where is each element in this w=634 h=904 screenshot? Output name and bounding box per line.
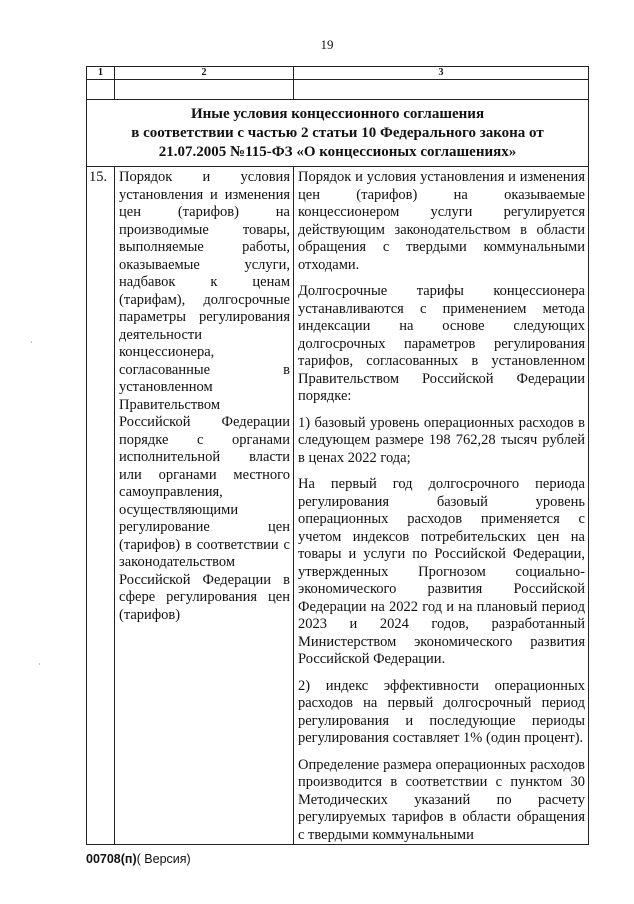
scan-speck: · (30, 338, 33, 347)
condition-paragraph: 2) индекс эффективности операционных расходов на первый долгосрочный период регулирования и последующие периоды регулирования составляет 1% (один процент). (298, 677, 585, 746)
header-col-3: 3 (294, 67, 589, 80)
condition-paragraph: Долгосрочные тарифы концессионера устанавливаются с применением метода индексации на основе следующих долгосрочных параметров регулирования тарифов, согласованных в установленном Правительством Российской Федерации порядке: (298, 283, 585, 404)
empty-cell (87, 80, 115, 100)
section-title-row (87, 100, 589, 167)
section-title (87, 100, 589, 167)
conditions-table (86, 66, 589, 845)
empty-row (87, 80, 589, 100)
version-label: ( Версия) (136, 852, 191, 866)
empty-cell (115, 80, 294, 100)
section-title-line: Иные условия концессионного соглашения (190, 106, 485, 122)
document-version (86, 852, 191, 866)
page-number: 19 (320, 37, 334, 52)
condition-paragraph: Порядок и условия установления и изменения цен (тарифов) на оказываемые концессионером услуги регулируется действующим законодательством в области обращения с твердыми коммунальными отходами. (298, 169, 585, 273)
header-col-2: 2 (115, 67, 294, 80)
document-code: 00708(п) (86, 852, 137, 866)
row-name-text: Порядок и условия установления и изменения цен (тарифов) на производимые товары, выполняемые работы, оказываемые услуги, надбавок к ценам (тарифам), долгосрочные параметры регулирования деятельности концессионера, согласованные в установленном Правительством Российской Федерации порядке с органами исполнительной власти или органами местного самоуправления, осуществляющими регулирование цен (тарифов) в соответствии с законодательством Российской Федерации в сфере регулирования цен (тарифов) (119, 169, 290, 623)
section-title-line: 21.07.2005 №115-ФЗ «О концессионых соглашениях» (158, 144, 517, 160)
condition-paragraph: На первый год долгосрочного периода регулирования базовый уровень операционных расходов применяется с учетом индексов потребительских цен на товары и услуги по Российской Федерации, утвержденных Прогнозом социально-экономического развития Российской Федерации на 2022 год и на плановый период 2023 и 2024 годов, разработанный Министерством экономического развития Российской Федерации. (298, 476, 585, 667)
table-row (87, 167, 589, 845)
table-header-row (87, 67, 589, 80)
row-name (115, 167, 294, 845)
condition-paragraph: Определение размера операционных расходов производится в соответствии с пунктом 30 Методических указаний по расчету регулируемых тарифов в области обращения с твердыми коммунальными (298, 756, 585, 843)
scan-speck: · (38, 660, 41, 669)
section-title-line: в соответствии с частью 2 статьи 10 Федерального закона от (131, 125, 544, 141)
row-number: 15. (87, 167, 115, 845)
header-col-1: 1 (87, 67, 115, 80)
empty-cell (294, 80, 589, 100)
condition-paragraph: 1) базовый уровень операционных расходов в следующем размере 198 762,28 тысяч рублей в ценах 2022 года; (298, 414, 585, 466)
row-conditions (294, 167, 589, 845)
